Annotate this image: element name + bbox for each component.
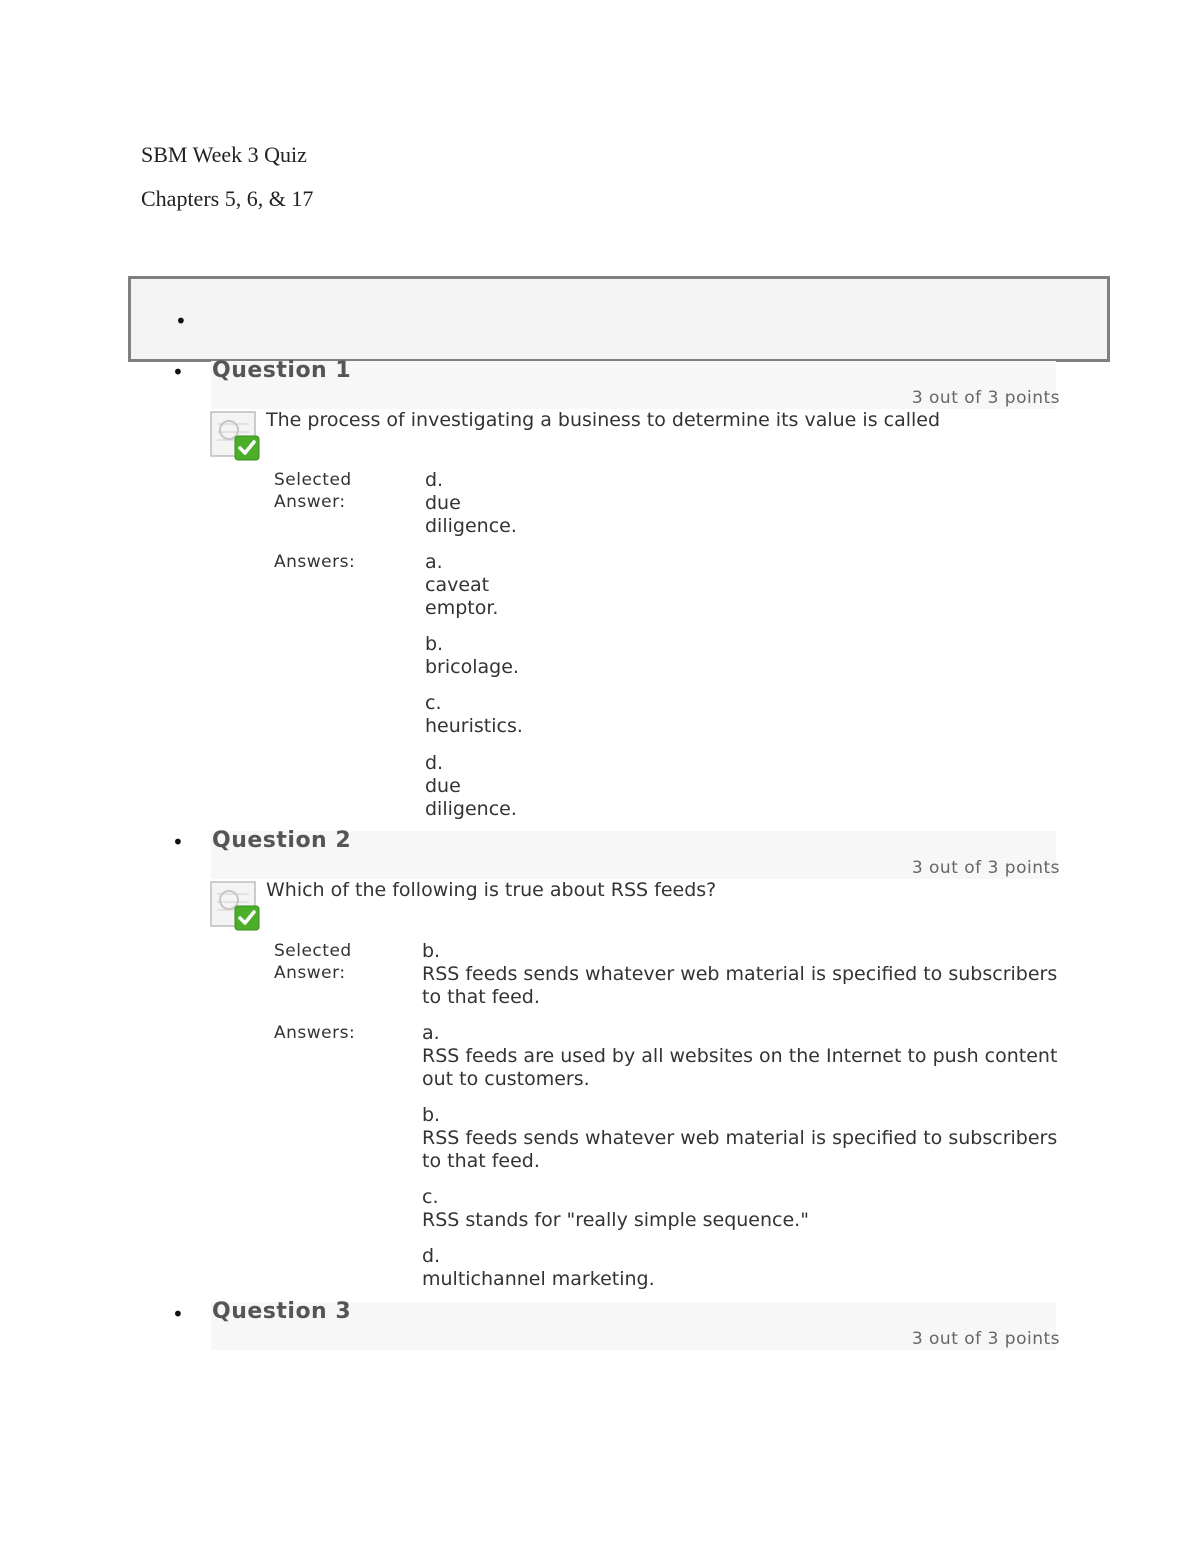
question-title: Question 3: [212, 1299, 352, 1324]
question-text: Which of the following is true about RSS feeds?: [266, 879, 717, 901]
question-points: 3 out of 3 points: [911, 388, 1060, 408]
document-title: SBM Week 3 Quiz: [141, 142, 307, 167]
correct-answer-icon: [209, 880, 261, 932]
question-3-header: [211, 1299, 1060, 1350]
answer-option: d. due diligence.: [425, 752, 517, 820]
selected-answer: d. due diligence.: [425, 469, 517, 537]
selected-answer: b. RSS feeds sends whatever web material is specified to subscribers to that feed.: [422, 940, 1058, 1008]
bullet-icon: •: [172, 830, 184, 854]
answer-option: a. caveat emptor.: [425, 551, 499, 619]
answer-option: b. bricolage.: [425, 633, 519, 678]
bullet-icon: •: [172, 360, 184, 384]
answers-label: Answers:: [274, 1023, 356, 1043]
question-title: Question 2: [212, 828, 352, 853]
bullet-icon: •: [172, 1302, 184, 1326]
answers-label: Answers:: [274, 552, 356, 572]
question-1-header: [211, 358, 1060, 409]
answer-option: d. multichannel marketing.: [422, 1245, 655, 1290]
question-points: 3 out of 3 points: [911, 858, 1060, 878]
question-2-header: [211, 828, 1060, 879]
empty-content-box: [128, 276, 1110, 362]
document-subtitle: Chapters 5, 6, & 17: [141, 186, 314, 211]
answer-option: c. RSS stands for "really simple sequence.": [422, 1186, 809, 1231]
answer-option: b. RSS feeds sends whatever web material is specified to subscribers to that feed.: [422, 1104, 1058, 1172]
question-points: 3 out of 3 points: [911, 1329, 1060, 1349]
answer-option: c. heuristics.: [425, 692, 523, 737]
question-title: Question 1: [212, 358, 352, 383]
selected-answer-label: Selected Answer:: [274, 470, 352, 512]
question-text: The process of investigating a business to determine its value is called: [266, 409, 941, 431]
correct-answer-icon: [209, 410, 261, 462]
bullet-icon: •: [175, 309, 187, 333]
answer-option: a. RSS feeds are used by all websites on the Internet to push content out to customers.: [422, 1022, 1058, 1090]
selected-answer-label: Selected Answer:: [274, 941, 352, 983]
